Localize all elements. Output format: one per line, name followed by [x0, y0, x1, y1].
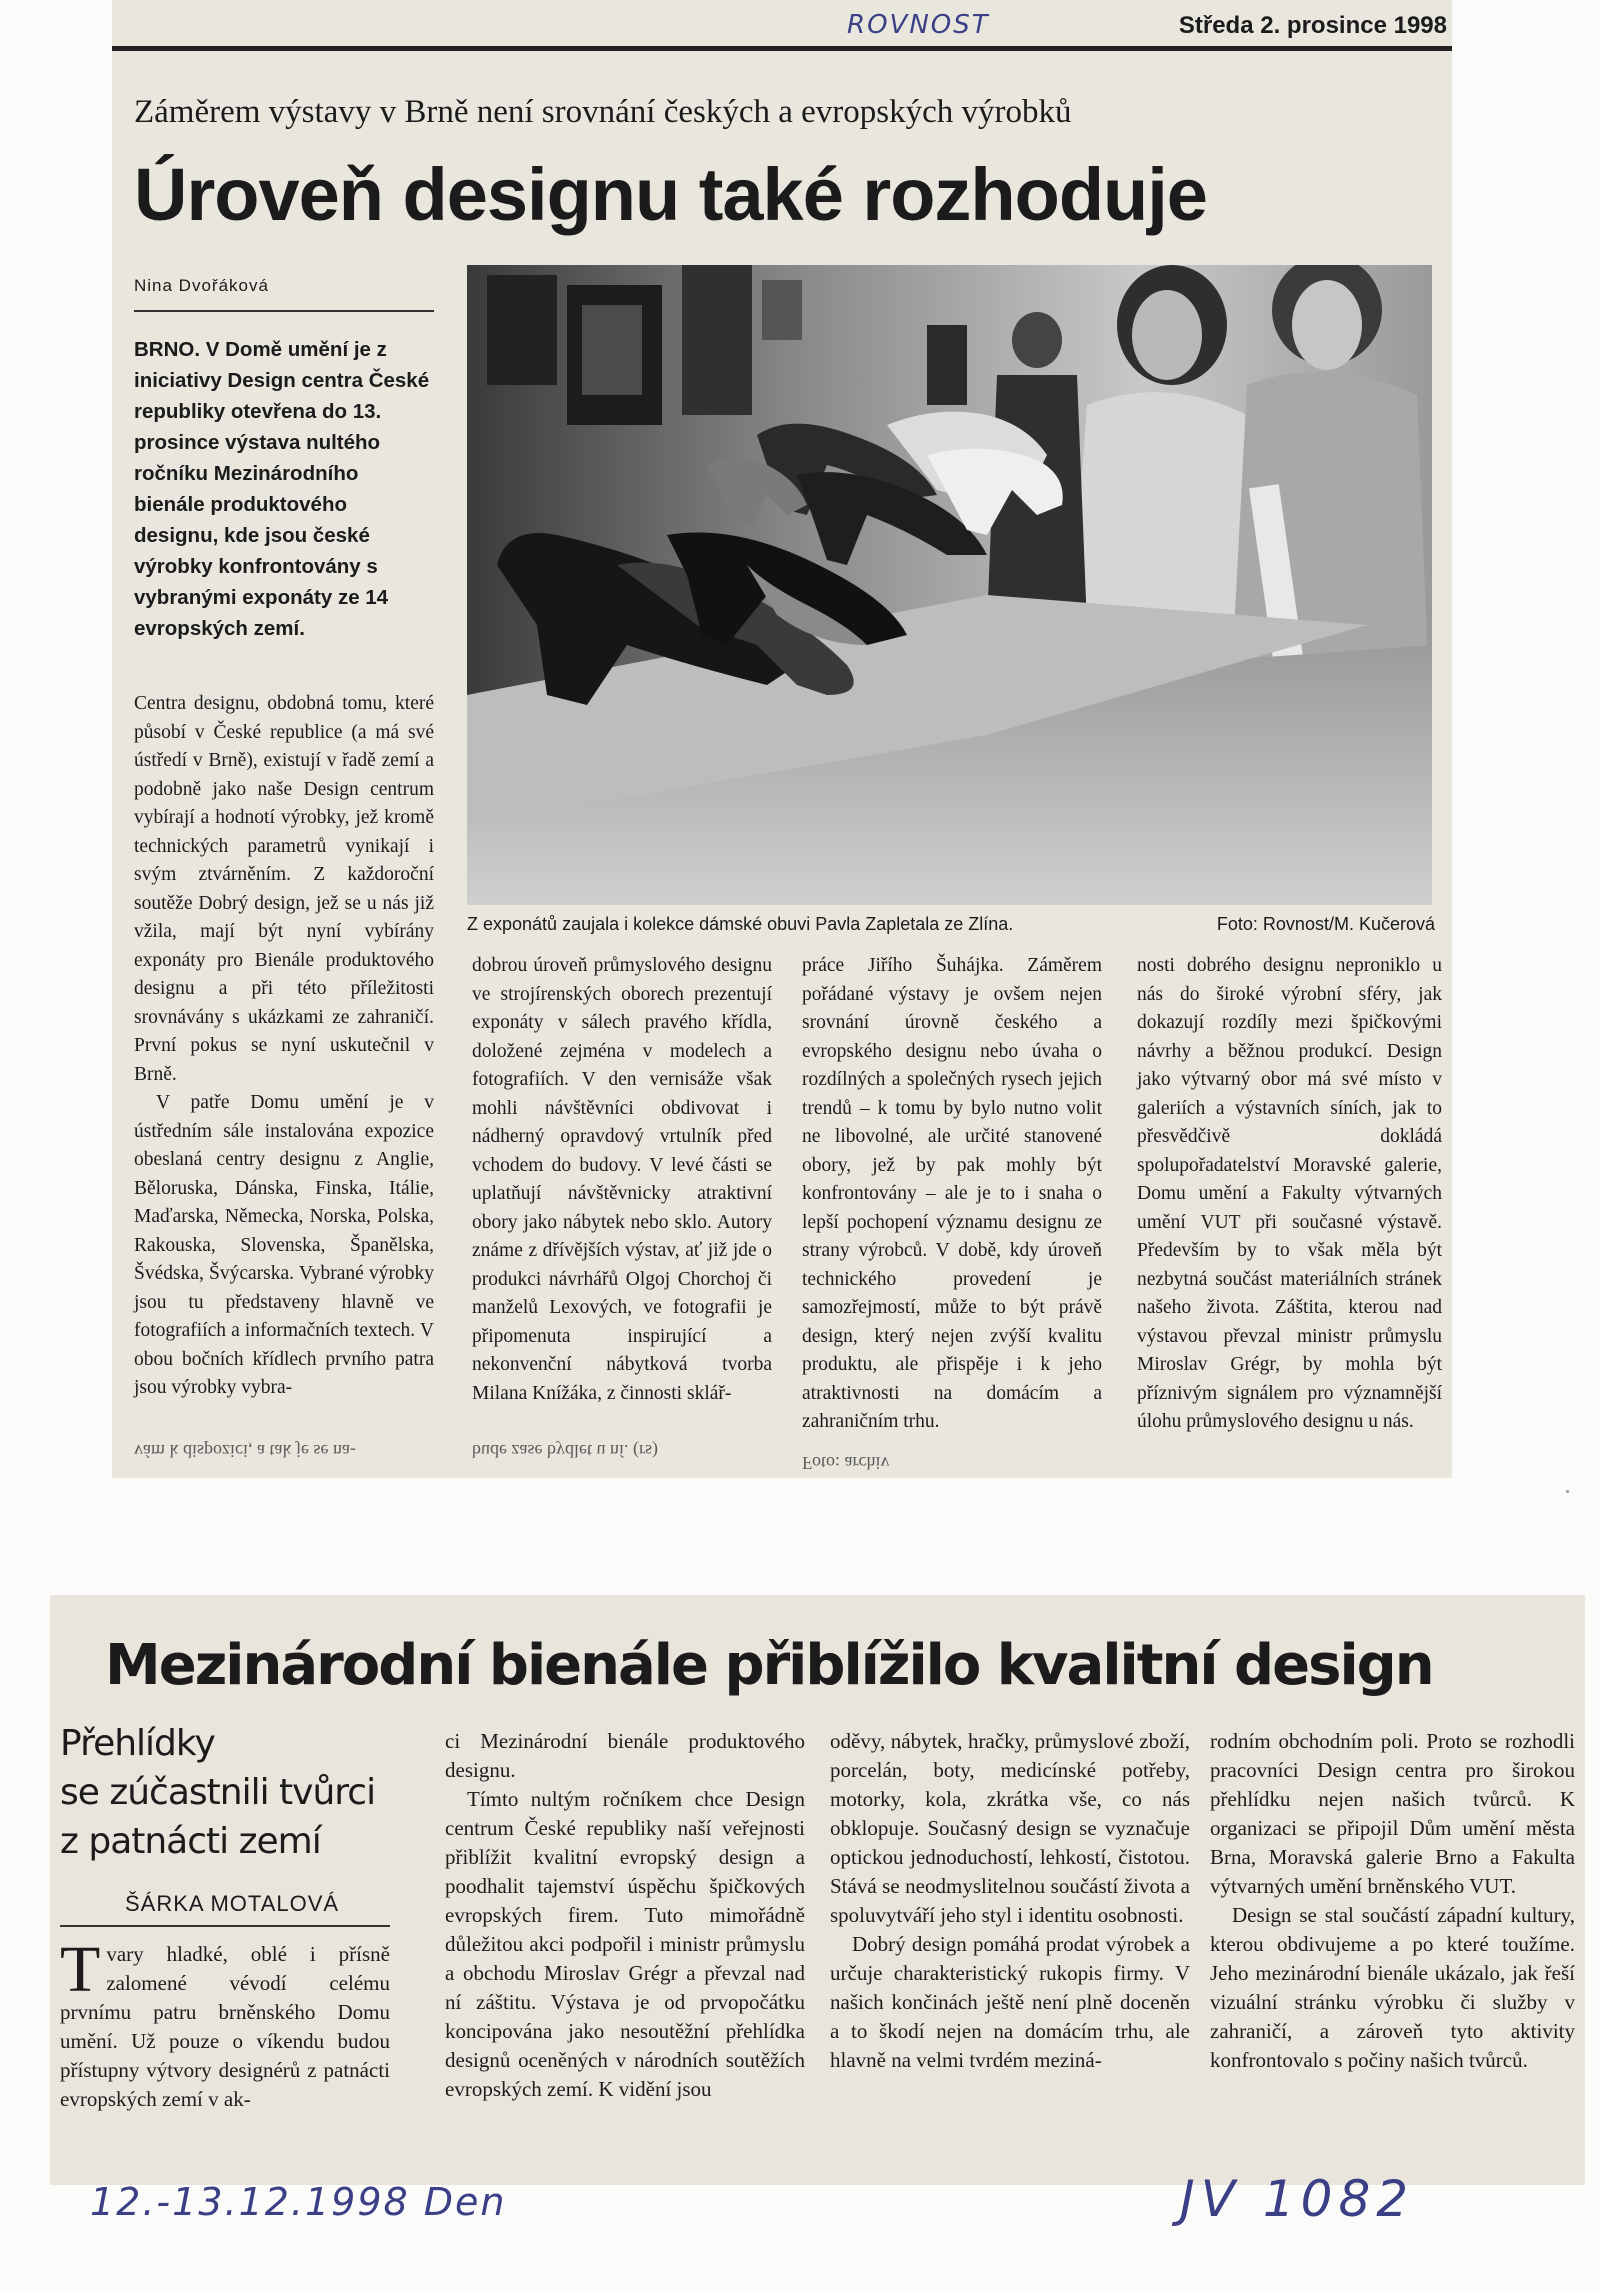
shoe-exhibit-photo-illustration: [467, 265, 1432, 905]
handwritten-date-note: 12.-13.12.1998 Den: [90, 2180, 507, 2224]
issue-date: Středa 2. prosince 1998: [1178, 12, 1447, 39]
article-column-3: [830, 1727, 1190, 2075]
article-lead: BRNO. V Domě umění je z iniciativy Design centra České republiky otevřena do 13. prosince výstava nultého ročníku Mezinárodního bienále produktového designu, kde jsou české výrobky konfrontovány s vybranými exponáty ze 14 evropských zemí.: [134, 338, 430, 640]
column-4-paragraph-2: Design se stal součástí západní kultury, kterou obdivujeme a po které toužíme. Jeho mezinárodní bienále ukázalo, jak řeší vizuální stránku výrobku či služby v zahraničí, a zároveň tyto aktivity konfrontovalo s počiny našich tvůrců.: [1210, 1903, 1575, 2072]
drop-cap: T: [60, 1933, 101, 2006]
column-2-text: dobrou úroveň průmyslového designu ve strojírenských oborech prezentují exponáty v sálech pravého křídla, doložené zejména v modelech a fotografiích. V den vernisáže však mohli návštěvníci obdivovat i nádherný opravdový vrtulník před vchodem do budovy. V levé části se uplatňují návštěvnicky atraktivní obory jako nábytek nebo sklo. Autory známe z dřívějších výstav, ať již jde o produkci návrhářů Olgoj Chorchoj či manželů Lexových, ve fotografii je připomenuta inspirující a nekonvenční nábytková tvorba Milana Knížáka, z činnosti sklář-: [472, 955, 772, 1404]
author-rule: [60, 1925, 390, 1927]
den-clipping: [50, 1595, 1585, 2185]
column-2-paragraph-1: ci Mezinárodní bienále produktového designu.: [445, 1729, 805, 1782]
exhibition-photo: [467, 265, 1432, 905]
article-title: Mezinárodní bienále přiblížilo kvalitní design: [105, 1633, 1433, 1698]
article-column-2: [472, 952, 772, 1408]
deck-line-1: Přehlídky: [60, 1723, 215, 1764]
article-column-2: [445, 1727, 805, 2104]
article-author: Nina Dvořáková: [134, 276, 269, 295]
column-4-text: nosti dobrého designu neproniklo u nás do široké výrobní sféry, jak dokazují rozdíly mezi špičkovými návrhy a běžnou produkcí. Design jako výtvarný obor má své místo v galeriích a výstavních síních, jak to přesvědčivě dokládá spolupořadatelství Moravské galerie, Domu umění a Fakulty výtvarných umění VUT při současné výstavě. Především by to však měla být nezbytná součást materiálních stránek našeho života. Záštita, kterou nad výstavou převzal ministr průmyslu Miroslav Grégr, by mohla být příznivým signálem pro významnější úlohu průmyslového designu u nás.: [1137, 955, 1442, 1432]
header-rule: [112, 46, 1452, 51]
bleed-through-text-1: vám k dispozici, a tak je se na-: [134, 1441, 356, 1461]
article-subtitle: Záměrem výstavy v Brně není srovnání českých a evropských výrobků: [134, 94, 1072, 130]
article-author: ŠÁRKA MOTALOVÁ: [125, 1891, 340, 1916]
caption-text: Z exponátů zaujala i kolekce dámské obuvi Pavla Zapletala ze Zlína.: [467, 914, 1014, 934]
photo-caption: [467, 914, 1435, 935]
column-3-paragraph-2: Dobrý design pomáhá prodat výrobek a určuje charakteristický rukopis firmy. V našich končinách ještě není plně doceněn a to škodí nejen na domácím trhu, ale hlavně na velmi tvrdém meziná-: [830, 1932, 1190, 2072]
article-column-3: [802, 952, 1102, 1437]
article-column-4: [1137, 952, 1442, 1437]
source-handwritten-label: ROVNOST: [847, 10, 990, 40]
article-column-4: [1210, 1727, 1575, 2075]
bleed-through-text-3: Foto: archiv: [802, 1453, 890, 1473]
article-column-1: [60, 1933, 390, 2114]
article-deck: [60, 1719, 430, 1866]
bleed-through-text-2: bude zase bydlet u ní. (rs): [472, 1441, 658, 1461]
deck-line-2: se zúčastnili tvůrci: [60, 1772, 376, 1813]
column-2-paragraph-2: Tímto nultým ročníkem chce Design centrum České republiky naší veřejnosti přiblížit kvalitní evropský design a poodhalit tajemství úspěchu špičkových evropských firem. Tuto mimořádně důležitou akci podpořil i ministr průmyslu a obchodu Miroslav Grégr a převzal nad ní záštitu. Výstava je od prvopočátku koncipována jako nesoutěžní přehlídka designů oceněných v národních soutěžích evropských zemí. K vidění jsou: [445, 1787, 805, 2101]
column-4-paragraph-1: rodním obchodním poli. Proto se rozhodli pracovníci Design centra pro širokou přehlídku nejen našich tvůrců. K organizaci se připojil Dům umění města Brna, Moravská galerie Brno a Fakulta výtvarných umění brněnského VUT.: [1210, 1729, 1575, 1898]
paper-speck: [1566, 1490, 1569, 1493]
photo-credit: Foto: Rovnost/M. Kučerová: [1216, 914, 1435, 934]
column-3-paragraph-1: oděvy, nábytek, hračky, průmyslové zboží, porcelán, boty, medicínské potřeby, motorky, kola, zkrátka vše, co nás obklopuje. Současný design se vyznačuje optickou jednoduchostí, lehkostí, čistotou. Stává se neodmyslitelnou součástí života a spoluvytváří jeho styl i identitu osobnosti.: [830, 1729, 1190, 1927]
column-1-text: vary hladké, oblé i přísně zalomené vévodí celému prvnímu patru brněnského Domu umění. Už pouze o víkendu budou přístupny výtvory designérů z patnácti evropských zemí v ak-: [60, 1942, 390, 2111]
rovnost-clipping: [112, 0, 1452, 1478]
deck-line-3: z patnácti zemí: [60, 1821, 321, 1862]
handwritten-archive-code: JV 1082: [1180, 2170, 1415, 2228]
article-column-1: [134, 690, 434, 1403]
column-1-paragraph-2: V patře Domu umění je v ústředním sále instalována expozice obeslaná centry designu z Anglie, Běloruska, Dánska, Finska, Itálie, Maďarska, Německa, Norska, Polska, Rakouska, Slovenska, Španělska, Švédska, Švýcarska. Vybrané výrobky jsou tu představeny hlavně ve fotografiích a informačních textech. V obou bočních křídlech prvního patra jsou výrobky vybra-: [134, 1092, 434, 1398]
author-rule: [134, 310, 434, 312]
article-title: Úroveň designu také rozhoduje: [134, 153, 1207, 236]
column-3-text: práce Jiřího Šuhájka. Záměrem pořádané výstavy je ovšem nejen srovnání úrovně českého a evropského designu nebo úvaha o rozdílných a společných rysech jejich trendů – k tomu by bylo nutno volit ne libovolné, ale určité stanovené obory, jež by pak mohly být konfrontovány – ale je to i snaha o lepší pochopení významu designu ze strany výrobců. V době, kdy úroveň technického provedení je samozřejmostí, může to být právě design, který nejen zvýší kvalitu produktu, ale přispěje i k jeho atraktivnosti na domácím a zahraničním trhu.: [802, 955, 1102, 1432]
column-1-paragraph-1: Centra designu, obdobná tomu, které působí v České republice (a má své ústředí v Brně), existují v řadě zemí a podobně jako naše Design centrum vybírají a hodnotí výrobky, jež kromě technických parametrů vynikají i svým ztvárněním. Z každoroční soutěže Dobrý design, jež se u nás již vžila, mají být nyní vybírány exponáty pro Bienále produktového designu a při této příležitosti srovnávány s ukázkami ze zahraničí. První pokus se nyní uskutečnil v Brně.: [134, 693, 434, 1085]
